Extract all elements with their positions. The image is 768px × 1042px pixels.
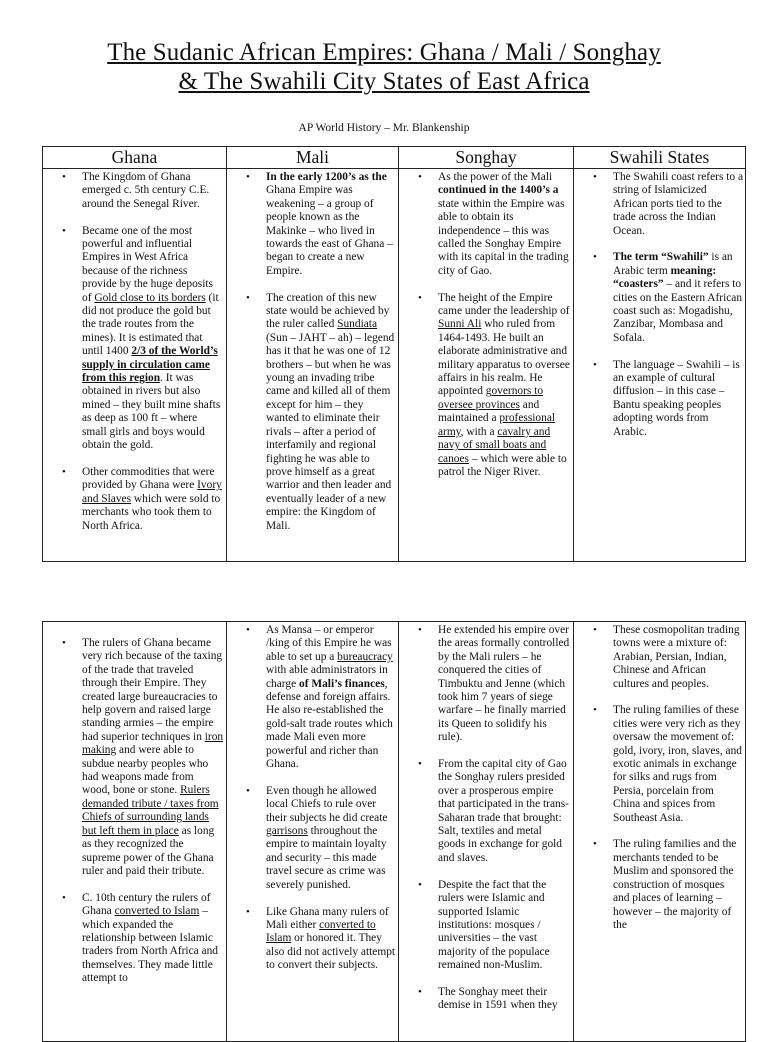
title-line-1: The Sudanic African Empires: Ghana / Mali / Songhay: [107, 39, 661, 66]
list-item: • The Songhay meet their demise in 1591 when they: [438, 986, 571, 1013]
songhay-cell: [399, 622, 574, 1042]
column-header-mali: Mali: [227, 147, 399, 169]
ghana-bullets: [43, 637, 226, 986]
document-title: [0, 38, 768, 96]
column-header-swahili: Swahili States: [574, 147, 746, 169]
list-item: • Even though he allowed local Chiefs to rule over their subjects he did create garrisons throughout the empire to maintain loyalty and security – this made travel secure as crime was severely punished.: [266, 785, 396, 892]
ghana-cell: [43, 169, 227, 562]
list-item: • The term “Swahili” is an Arabic term meaning: “coasters” – and it refers to cities on the Eastern African coast such as: Mogadishu, Zanzibar, Mombasa and Sofala.: [613, 251, 743, 345]
mali-bullets: [227, 171, 398, 533]
list-item: • The rulers of Ghana became very rich because of the taxing of the trade that traveled through their Empire. They created large bureaucracies to help govern and raised large standing armies – the empire had superior techniques in iron making and were able to subdue nearby peoples who had weapons made from wood, bone or stone. Rulers demanded tribute / taxes from Chiefs of surrounding lands but left them in place as long as they recognized the supreme power of the Ghana ruler and paid their tribute.: [82, 637, 224, 878]
swahili-bullets: [574, 624, 745, 932]
list-item: • These cosmopolitan trading towns were a mixture of: Arabian, Persian, Indian, Chinese and African cultures and peoples.: [613, 624, 743, 691]
mali-bullets: [227, 624, 398, 973]
column-header-songhay: Songhay: [399, 147, 574, 169]
title-line-2: & The Swahili City States of East Africa: [178, 68, 590, 95]
list-item: • Other commodities that were provided by Ghana were Ivory and Slaves which were sold to merchants who took them to North Africa.: [82, 466, 224, 533]
list-item: • As the power of the Mali continued in the 1400’s a state within the Empire was able to obtain its independence – this was called the Songhay Empire with its capital in the trading city of Gao.: [438, 171, 571, 278]
list-item: • He extended his empire over the areas formally controlled by the Mali rulers – he conquered the cities of Timbuktu and Jenne (which took him 7 years of siege warfare – he finally married its Queen to solidify his rule).: [438, 624, 571, 745]
list-item: • The height of the Empire came under the leadership of Sunni Ali who ruled from 1464-1493. He built an elaborate administrative and military apparatus to oversee affairs in his realm. He appointed governors to oversee provinces and maintained a professional army, with a cavalry and navy of small boats and canoes – which were able to patrol the Niger River.: [438, 292, 571, 480]
songhay-bullets: [399, 171, 573, 479]
list-item: • The ruling families of these cities were very rich as they oversaw the movement of: gold, ivory, iron, slaves, and exotic animals in exchange for silks and rugs from Persia, porcelain from China and spices from Southeast Asia.: [613, 704, 743, 825]
header-row: [43, 147, 746, 169]
empires-table-2: [42, 621, 746, 1042]
list-item: • Became one of the most powerful and influential Empires in West Africa because of the richness provide by the huge deposits of Gold close to its borders (it did not produce the gold but the trade routes from the mines). It is estimated that until 1400 2/3 of the World’s supply in circulation came from this region. It was obtained in rivers but also mined – they built mine shafts as deep as 100 ft – where small girls and boys would obtain the gold.: [82, 225, 224, 453]
table-row: [43, 622, 746, 1042]
list-item: • From the capital city of Gao the Songhay rulers presided over a prosperous empire that participated in the trans-Saharan trade that brought: Salt, textiles and metal goods in exchange for gold and slaves.: [438, 758, 571, 865]
document-subtitle: AP World History – Mr. Blankenship: [298, 122, 470, 134]
list-item: • The Kingdom of Ghana emerged c. 5th century C.E. around the Senegal River.: [82, 171, 224, 211]
list-item: • The Swahili coast refers to a string of Islamicized African ports tied to the trade across the Indian Ocean.: [613, 171, 743, 238]
list-item: • The language – Swahili – is an example of cultural diffusion – in this case – Bantu speaking peoples adopting words from Arabic.: [613, 359, 743, 439]
ghana-bullets: [43, 171, 226, 533]
list-item: • As Mansa – or emperor /king of this Empire he was able to set up a bureaucracy with able administrators in charge of Mali’s finances, defense and foreign affairs. He also re-established the gold-salt trade routes which made Mali even more powerful and richer than Ghana.: [266, 624, 396, 771]
songhay-cell: [399, 169, 574, 562]
list-item: • Despite the fact that the rulers were Islamic and supported Islamic institutions: mosques / universities – the vast majority of the populace remained non-Muslim.: [438, 879, 571, 973]
ghana-cell: [43, 622, 227, 1042]
swahili-cell: [574, 169, 746, 562]
mali-cell: [227, 169, 399, 562]
list-item: • In the early 1200’s as the Ghana Empire was weakening – a group of people known as the Makinke – who lived in towards the east of Ghana – began to create a new Empire.: [266, 171, 396, 278]
table-row: [43, 169, 746, 562]
list-item: • The ruling families and the merchants tended to be Muslim and sponsored the construction of mosques and places of learning – however – the majority of the: [613, 838, 743, 932]
mali-cell: [227, 622, 399, 1042]
songhay-bullets: [399, 624, 573, 1013]
column-header-ghana: Ghana: [43, 147, 227, 169]
empires-table-1: [42, 146, 746, 562]
list-item: • C. 10th century the rulers of Ghana converted to Islam – which expanded the relationship between Islamic traders from North Africa and themselves. They made little attempt to: [82, 892, 224, 986]
swahili-bullets: [574, 171, 745, 439]
list-item: • Like Ghana many rulers of Mali either converted to Islam or honored it. They also did not actively attempt to convert their subjects.: [266, 906, 396, 973]
list-item: • The creation of this new state would be achieved by the ruler called Sundiata (Sun – JAHT – ah) – legend has it that he was one of 12 brothers – but when he was young an invading tribe came and killed all of them except for him – they wanted to eliminate their rivals – after a period of interfamily and regional fighting he was able to prove himself as a great warrior and then leader and eventually leader of a new empire: the Kingdom of Mali.: [266, 292, 396, 533]
swahili-cell: [574, 622, 746, 1042]
